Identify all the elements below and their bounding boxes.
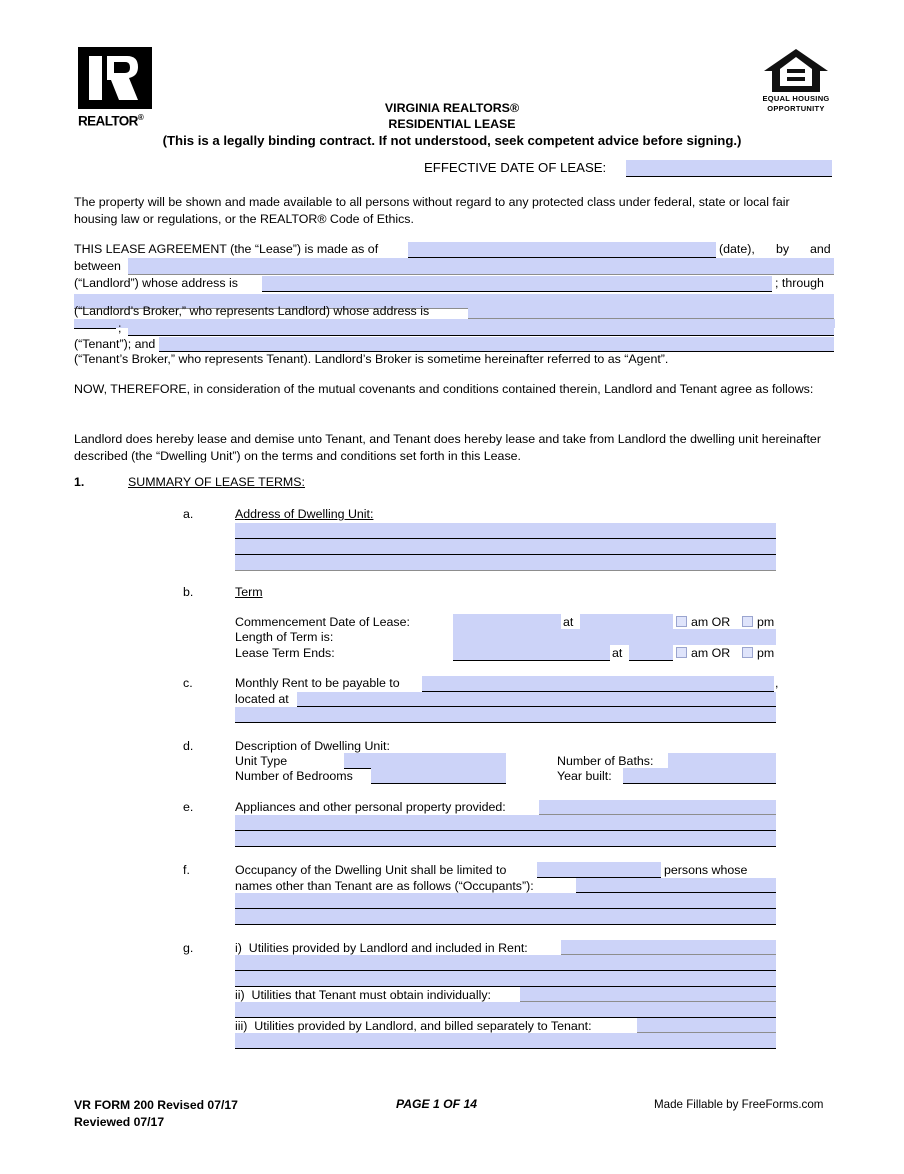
item-d-letter: d. [183,739,194,753]
page-left-margin [0,0,12,1174]
agreement-date-suffix-label: (date), [719,242,755,256]
appliances-field-1[interactable] [539,800,776,815]
title-line-3: (This is a legally binding contract. If not understood, seek competent advice before signing.) [162,132,742,148]
tenant-name-field[interactable] [128,320,834,336]
occupancy-label-after: persons whose [664,863,748,877]
rent-located-at-label: located at [235,692,289,706]
effective-date-field[interactable] [626,160,832,177]
lease-end-pm-label: pm [757,646,775,660]
fair-housing-paragraph: The property will be shown and made available to all persons without regard to any protected class under federal, state or local fair housing law or regulations, or the REALTOR® Code of Ethics. [74,195,794,226]
monthly-rent-label: Monthly Rent to be payable to [235,676,400,690]
tenant-label: (“Tenant”); and [74,337,156,351]
length-of-term-label: Length of Term is: [235,630,334,644]
utilities-included-field-2[interactable] [235,955,776,971]
agreement-date-field[interactable] [408,242,716,258]
item-b-letter: b. [183,585,194,599]
item-b-label: Term [235,585,263,599]
dwelling-address-field-3[interactable] [235,555,776,571]
lease-end-am-label: am OR [691,646,731,660]
unit-type-field[interactable] [344,753,506,769]
house-icon [762,48,830,94]
lease-end-at-label: at [612,646,623,660]
now-therefore-paragraph: NOW, THEREFORE, in consideration of the mutual covenants and conditions contained therein, Landlord and Tenant agree as follows: [74,382,814,396]
number-of-baths-field[interactable] [668,753,776,769]
occupants-names-label: names other than Tenant are as follows (“Occupants”): [235,879,534,893]
realtor-logo-r-icon [107,56,138,100]
lease-term-ends-field[interactable] [453,645,610,661]
landlord-address-label: (“Landlord”) whose address is [74,276,238,290]
length-of-term-field[interactable] [453,629,776,645]
utilities-billed-label: iii) Utilities provided by Landlord, and billed separately to Tenant: [235,1019,592,1033]
semicolon-rule [74,328,116,329]
appliances-label: Appliances and other personal property provided: [235,800,506,814]
between-label: between [74,259,121,273]
utilities-billed-field-1[interactable] [637,1018,776,1033]
semicolon-label: ; [118,321,122,335]
dwelling-address-field-1[interactable] [235,523,776,539]
lease-term-ends-label: Lease Term Ends: [235,646,335,660]
eho-label-line1: EQUAL HOUSING [762,94,830,103]
title-line-2: RESIDENTIAL LEASE [388,117,516,132]
rent-located-at-field-1[interactable] [297,692,776,707]
demise-paragraph: Landlord does hereby lease and demise unto Tenant, and Tenant does hereby lease and take from Landlord the dwelling unit hereinafter described (the “Dwelling Unit”) on the terms and conditions set forth in this Lease. [74,432,825,463]
landlord-address-field[interactable] [262,276,772,292]
tenant-broker-name-field[interactable] [159,337,834,352]
monthly-rent-payee-field[interactable] [422,676,774,692]
realtor-logo-bar [89,56,102,100]
section-1-number: 1. [74,475,85,489]
appliances-field-3[interactable] [235,831,776,847]
agreement-prefix-label: THIS LEASE AGREEMENT (the “Lease”) is made as of [74,242,379,256]
commencement-am-label: am OR [691,615,731,629]
utilities-tenant-label: ii) Utilities that Tenant must obtain individually: [235,988,491,1002]
occupancy-label-before: Occupancy of the Dwelling Unit shall be limited to [235,863,507,877]
utilities-included-field-3[interactable] [235,971,776,987]
lease-end-time-field[interactable] [629,645,673,661]
section-1-title: SUMMARY OF LEASE TERMS: [128,475,305,489]
footer-form-info [74,1097,238,1130]
through-label: ; through [775,276,824,290]
page-right-margin [892,0,904,1174]
footer-page-number: PAGE 1 OF 14 [396,1097,478,1111]
year-built-label: Year built: [557,769,612,783]
item-c-letter: c. [183,676,193,690]
effective-date-label: EFFECTIVE DATE OF LEASE: [424,160,607,175]
appliances-field-2[interactable] [235,815,776,831]
lease-end-am-checkbox[interactable] [676,647,687,658]
commencement-date-field[interactable] [453,614,561,630]
utilities-included-label: i) Utilities provided by Landlord and included in Rent: [235,941,528,955]
commencement-at-label: at [563,615,574,629]
item-f-letter: f. [183,863,190,877]
number-of-baths-label: Number of Baths: [557,754,654,768]
agreement-by-label: by [776,242,790,256]
eho-label-line2: OPPORTUNITY [767,103,825,113]
title-line-1: VIRGINIA REALTORS® [384,101,520,115]
item-a-label: Address of Dwelling Unit: [235,507,374,521]
unit-type-label: Unit Type [235,754,288,768]
occupants-field-3[interactable] [235,909,776,925]
utilities-billed-field-2[interactable] [235,1033,776,1049]
commencement-pm-label: pm [757,615,775,629]
item-a-letter: a. [183,507,194,521]
lease-end-pm-checkbox[interactable] [742,647,753,658]
footer-credit: Made Fillable by FreeForms.com [654,1098,824,1111]
commencement-am-checkbox[interactable] [676,616,687,627]
realtor-logo-wordmark: REALTOR® [78,113,144,129]
number-of-bedrooms-field[interactable] [371,768,506,784]
occupants-field-2[interactable] [235,893,776,909]
tenant-broker-label: (“Tenant’s Broker,” who represents Tenant). Landlord’s Broker is sometime hereinafter referred to as “Agent”. [74,352,669,366]
occupancy-limit-field[interactable] [537,862,661,878]
occupants-field-1[interactable] [576,878,776,893]
item-e-letter: e. [183,800,194,814]
document-title [70,100,834,149]
landlord-broker-address-field[interactable] [468,303,834,319]
utilities-tenant-field-2[interactable] [235,1002,776,1018]
rent-located-at-field-2[interactable] [235,707,776,723]
utilities-tenant-field-1[interactable] [520,987,776,1002]
landlord-broker-label: (“Landlord’s Broker,” who represents Landlord) whose address is [74,304,430,318]
landlord-name-field[interactable] [128,258,834,275]
commencement-pm-checkbox[interactable] [742,616,753,627]
utilities-included-field-1[interactable] [561,940,776,955]
number-of-bedrooms-label: Number of Bedrooms [235,769,353,783]
footer-form-line-1: VR FORM 200 Revised 07/17 [74,1098,238,1112]
agreement-and-label: and [810,242,831,256]
year-built-field[interactable] [623,768,776,784]
commencement-time-field[interactable] [580,614,673,630]
dwelling-address-field-2[interactable] [235,539,776,555]
footer-form-line-2: Reviewed 07/17 [74,1114,165,1129]
monthly-rent-comma: , [775,676,779,690]
commencement-date-label: Commencement Date of Lease: [235,615,410,629]
item-g-letter: g. [183,941,194,955]
item-d-label: Description of Dwelling Unit: [235,739,390,753]
